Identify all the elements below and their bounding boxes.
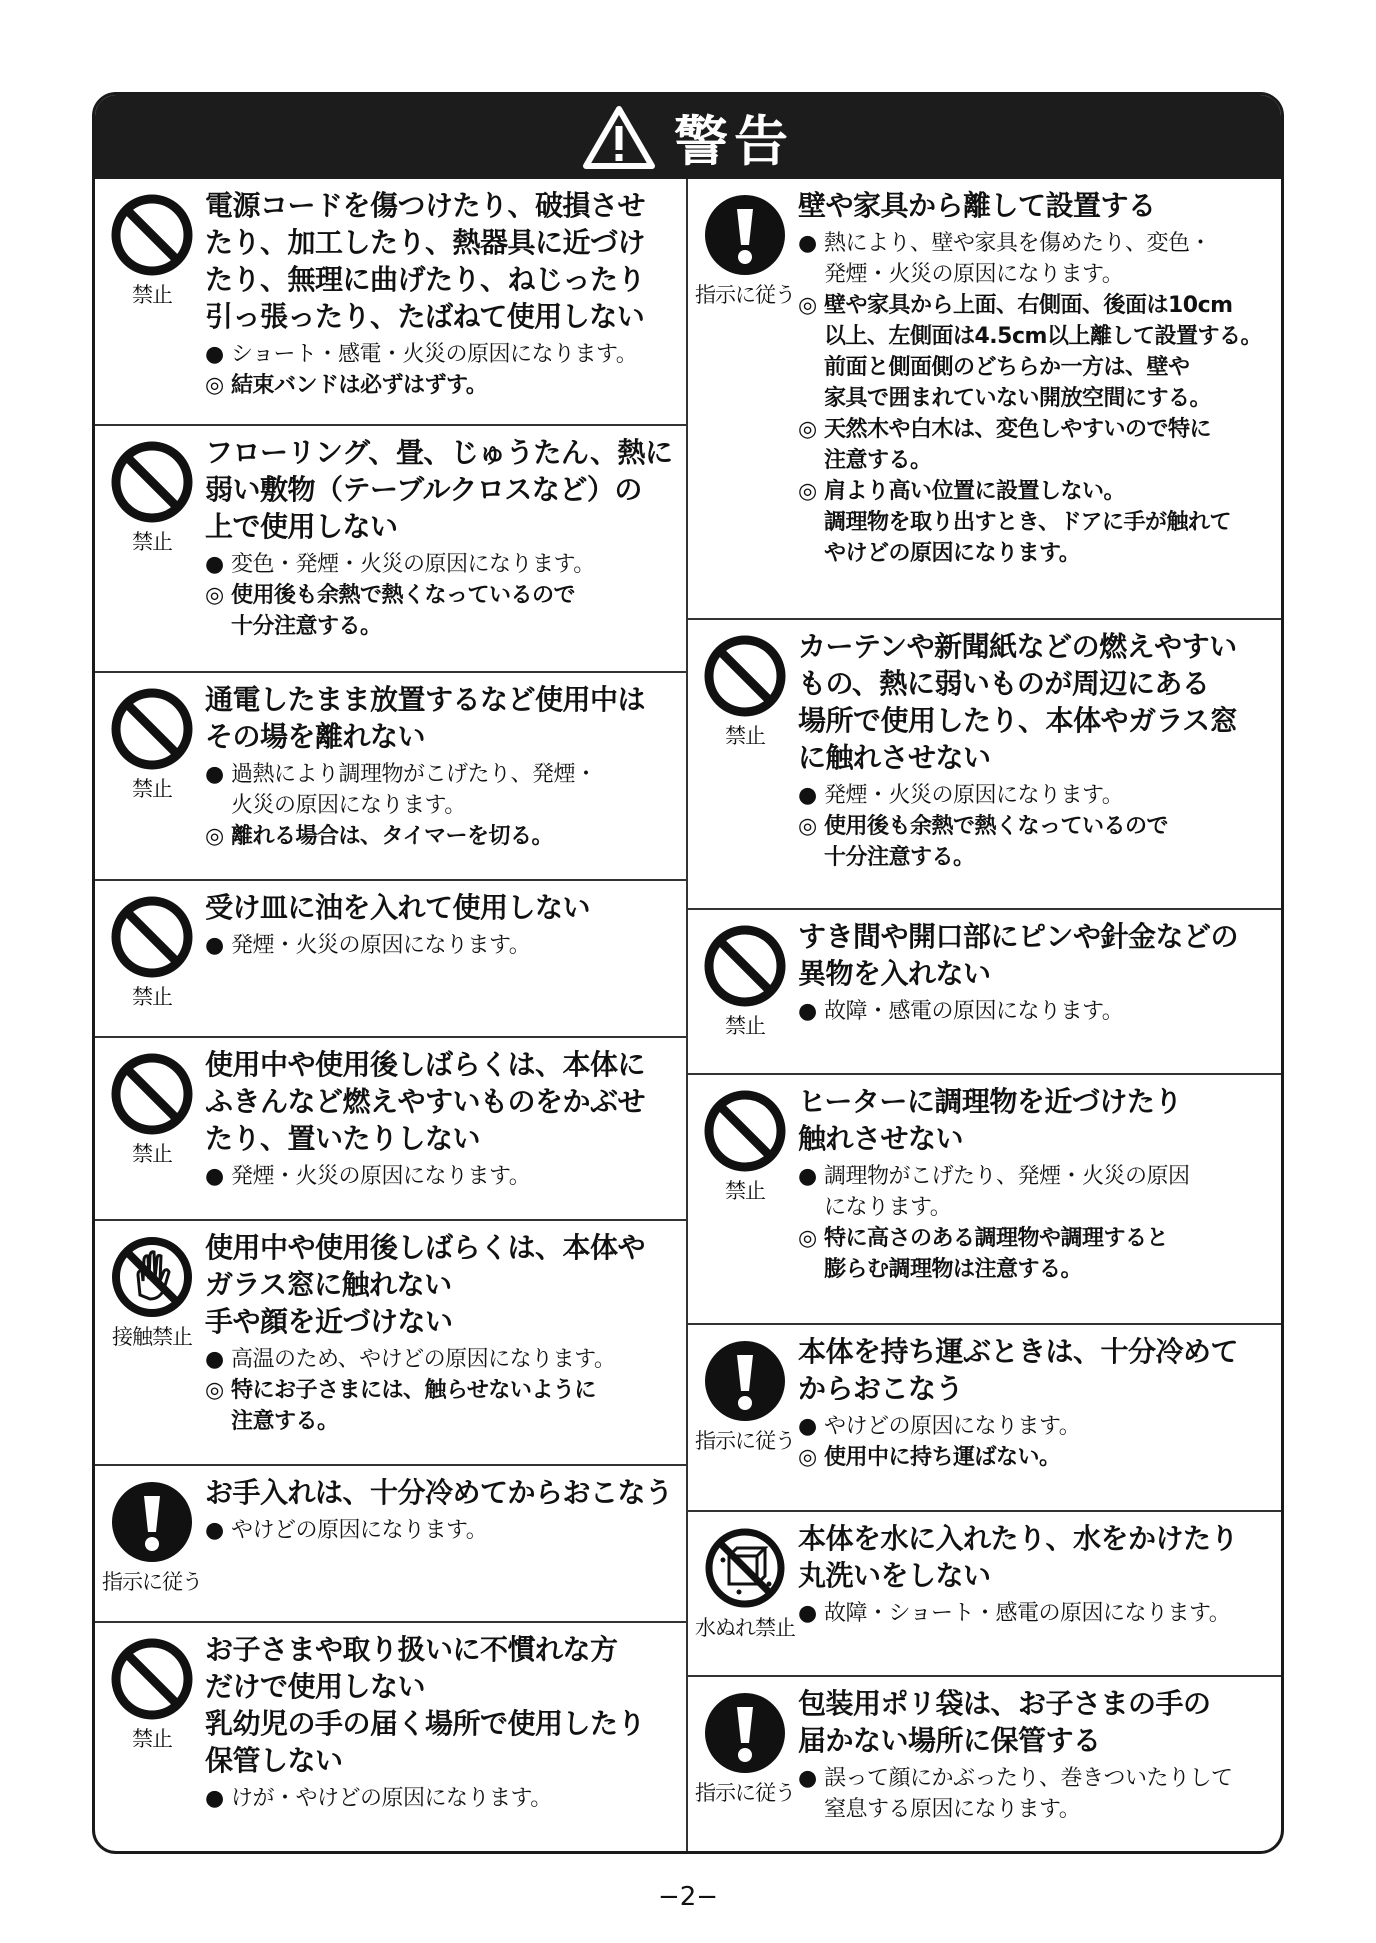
symbol-label: 禁止 [725,1179,765,1203]
note-line: 過熱により調理物がこげたり、発煙・ [231,762,597,787]
heading-line: 場所で使用したり、本体やガラス窓 [798,704,1238,737]
prohibition-icon [110,687,194,771]
bullet-mark: ● [798,1164,817,1189]
bullet-mark: ● [205,1347,224,1372]
bullet-mark: ◎ [798,479,817,504]
note-line: 注意する。 [231,1409,339,1434]
heading-line: 本体を水に入れたり、水をかけたり [798,1522,1239,1555]
bullet-mark: ◎ [798,417,817,442]
warning-item [688,179,1281,620]
warning-heading [798,1083,1275,1157]
prohibition-icon [703,924,787,1008]
instruction-note [798,1442,1275,1473]
cause-note [205,1344,680,1375]
symbol-label: 禁止 [725,1014,765,1038]
bullet-mark: ◎ [798,1445,817,1470]
warning-heading [205,434,680,545]
warning-symbol [103,434,201,663]
heading-line: 受け皿に油を入れて使用しない [205,891,591,924]
note-line: 発煙・火災の原因になります。 [231,933,531,958]
warning-item [95,1466,686,1623]
instruction-icon [703,193,787,277]
warning-item [95,1623,686,1851]
cause-note [205,549,680,580]
warning-heading [205,187,680,335]
heading-line: たり、置いたりしない [205,1122,481,1155]
symbol-label: 禁止 [132,777,172,801]
symbol-label: 指示に従う [695,1429,795,1453]
note-line: やけどの原因になります。 [231,1518,488,1543]
warning-item [95,426,686,673]
warning-symbol [696,628,794,900]
prohibition-icon [703,634,787,718]
note-line: 家具で囲まれていない開放空間にする。 [824,386,1212,411]
note-line: 結束バンドは必ずはずす。 [231,373,488,398]
instruction-note [205,370,680,401]
heading-line: に触れさせない [798,741,991,774]
heading-line: ヒーターに調理物を近づけたり [798,1085,1182,1118]
heading-line: 手や顔を近づけない [205,1305,453,1338]
warning-item [688,1677,1281,1851]
note-line: 注意する。 [824,448,932,473]
instruction-icon [110,1480,194,1564]
cause-note [205,339,680,370]
warning-header [95,95,1281,179]
bullet-mark: ◎ [798,1226,817,1251]
instruction-note [205,821,680,852]
warning-item [95,881,686,1038]
warning-symbol [103,681,201,871]
warning-heading [205,1631,680,1779]
heading-line: 触れさせない [798,1122,964,1155]
note-line: 火災の原因になります。 [231,793,466,818]
bullet-mark: ● [205,1518,224,1543]
heading-line: 壁や家具から離して設置する [798,189,1156,222]
prohibition-icon [110,440,194,524]
warning-panel [92,92,1284,1854]
bullet-mark: ◎ [798,814,817,839]
bullet-mark: ● [205,552,224,577]
warning-symbol [103,1474,201,1613]
no-touch-icon [110,1235,194,1319]
bullet-mark: ● [798,999,817,1024]
warning-item [688,1075,1281,1325]
cause-note [798,1598,1275,1629]
note-line: 特に高さのある調理物や調理すると [824,1226,1169,1251]
symbol-label: 指示に従う [695,1781,795,1805]
note-line: 故障・ショート・感電の原因になります。 [824,1601,1231,1626]
warning-symbol [103,889,201,1028]
note-line: 使用後も余熱で熱くなっているので [824,814,1169,839]
heading-line: たり、加工したり、熱器具に近づけ [205,226,646,259]
note-line: 前面と側面側のどちらか一方は、壁や [824,355,1190,380]
note-line: 誤って顔にかぶったり、巻きついたりして [824,1766,1233,1791]
heading-line: 丸洗いをしない [798,1559,991,1592]
symbol-label: 接触禁止 [112,1325,192,1349]
heading-line: すき間や開口部にピンや針金などの [798,920,1239,953]
prohibition-icon [110,1637,194,1721]
cause-note [205,1515,680,1546]
instruction-icon [703,1339,787,1423]
warning-heading [798,1520,1275,1594]
note-line: 特にお子さまには、触らせないように [231,1378,596,1403]
warning-item [688,620,1281,910]
note-line: 高温のため、やけどの原因になります。 [231,1347,616,1372]
bullet-mark: ● [205,1786,224,1811]
heading-line: カーテンや新聞紙などの燃えやすい [798,630,1237,663]
heading-line: ガラス窓に触れない [205,1268,452,1301]
no-water-icon [703,1526,787,1610]
instruction-note [798,1223,1275,1285]
heading-line: 本体を持ち運ぶときは、十分冷めて [798,1335,1239,1368]
note-line: やけどの原因になります。 [824,1414,1081,1439]
prohibition-icon [110,895,194,979]
heading-line: からおこなう [798,1372,964,1405]
bullet-mark: ● [798,231,817,256]
bullet-mark: ● [205,1164,224,1189]
warning-heading [798,1685,1275,1759]
warning-title: 警告 [674,109,794,173]
note-line: 使用中に持ち運ばない。 [824,1445,1061,1470]
heading-line: 通電したまま放置するなど使用中は [205,683,646,716]
cause-note [205,1783,680,1814]
symbol-label: 指示に従う [102,1570,202,1594]
bullet-mark: ● [798,783,817,808]
heading-line: 使用中や使用後しばらくは、本体や [205,1231,646,1264]
heading-line: 電源コードを傷つけたり、破損させ [205,189,646,222]
bullet-mark: ● [205,933,224,958]
warning-symbol [696,918,794,1065]
warning-item [95,673,686,881]
note-line: 熱により、壁や家具を傷めたり、変色・ [824,231,1212,256]
warning-heading [205,1046,680,1157]
prohibition-icon [110,1052,194,1136]
instruction-note [798,811,1275,873]
warning-heading [205,681,680,755]
note-line: 発煙・火災の原因になります。 [231,1164,531,1189]
symbol-label: 禁止 [132,530,172,554]
cause-note [798,1763,1275,1825]
warning-triangle-icon [582,104,656,170]
warning-symbol [696,187,794,610]
right-column [688,179,1281,1851]
note-line: 変色・発煙・火災の原因になります。 [231,552,595,577]
prohibition-icon [703,1089,787,1173]
instruction-note [798,414,1275,476]
heading-line: 引っ張ったり、たばねて使用しない [205,300,645,333]
note-line: 調理物を取り出すとき、ドアに手が触れて [824,510,1231,535]
heading-line: ふきんなど燃えやすいものをかぶせ [205,1085,646,1118]
note-line: 天然木や白木は、変色しやすいので特に [824,417,1212,442]
cause-note [798,1161,1275,1223]
warning-heading [798,187,1275,224]
cause-note [798,228,1275,290]
cause-note [798,780,1275,811]
note-line: 発煙・火災の原因になります。 [824,262,1124,287]
warning-heading [798,1333,1275,1407]
heading-line: 乳幼児の手の届く場所で使用したり [205,1707,646,1740]
warning-symbol [696,1083,794,1315]
bullet-mark: ● [205,342,224,367]
warning-item [688,910,1281,1075]
warning-symbol [103,1046,201,1211]
note-line: 肩より高い位置に設置しない。 [824,479,1126,504]
bullet-mark: ● [205,762,224,787]
cause-note [798,996,1275,1027]
warning-symbol [103,1631,201,1843]
note-line: 壁や家具から上面、右側面、後面は10cm [824,293,1233,318]
prohibition-icon [110,193,194,277]
heading-line: たり、無理に曲げたり、ねじったり [205,263,646,296]
bullet-mark: ● [798,1601,817,1626]
note-line: けが・やけどの原因になります。 [231,1786,552,1811]
note-line: 発煙・火災の原因になります。 [824,783,1124,808]
warning-item [688,1325,1281,1512]
page-number: −2− [657,1882,719,1912]
instruction-icon [703,1691,787,1775]
left-column [95,179,688,1851]
warning-symbol [103,187,201,416]
cause-note [205,1161,680,1192]
warning-item [95,179,686,426]
heading-line: だけで使用しない [205,1670,426,1703]
symbol-label: 禁止 [132,283,172,307]
heading-line: 届かない場所に保管する [798,1724,1101,1757]
warning-symbol [696,1333,794,1502]
heading-line: 包装用ポリ袋は、お子さまの手の [798,1687,1211,1720]
heading-line: 異物を入れない [798,957,991,990]
heading-line: 保管しない [205,1744,343,1777]
warning-item [688,1512,1281,1677]
symbol-label: 禁止 [132,1727,172,1751]
note-line: ショート・感電・火災の原因になります。 [231,342,638,367]
warning-heading [205,1229,680,1340]
symbol-label: 指示に従う [695,283,795,307]
note-line: になります。 [824,1195,952,1220]
bullet-mark: ● [798,1766,817,1791]
heading-line: お手入れは、十分冷めてからおこなう [205,1476,673,1509]
note-line: 窒息する原因になります。 [824,1797,1081,1822]
instruction-note [205,1375,680,1437]
note-line: やけどの原因になります。 [824,541,1081,566]
heading-line: お子さまや取り扱いに不慣れな方 [205,1633,618,1666]
heading-line: フローリング、畳、じゅうたん、熱に [205,436,673,469]
heading-line: 上で使用しない [205,510,398,543]
note-line: 離れる場合は、タイマーを切る。 [231,824,554,849]
note-line: 以上、左側面は4.5cm以上離して設置する。 [824,324,1262,349]
heading-line: 弱い敷物（テーブルクロスなど）の [205,473,642,506]
instruction-note [798,476,1275,569]
warning-heading [205,889,680,926]
warning-symbol [103,1229,201,1456]
note-line: 十分注意する。 [231,614,382,639]
cause-note [205,930,680,961]
note-line: 調理物がこげたり、発煙・火災の原因 [824,1164,1190,1189]
bullet-mark: ◎ [205,583,224,608]
warning-heading [798,918,1275,992]
symbol-label: 水ぬれ禁止 [695,1616,795,1640]
instruction-note [205,580,680,642]
bullet-mark: ◎ [205,373,224,398]
symbol-label: 禁止 [132,985,172,1009]
cause-note [205,759,680,821]
note-line: 故障・感電の原因になります。 [824,999,1124,1024]
warning-item [95,1038,686,1221]
note-line: 使用後も余熱で熱くなっているので [231,583,576,608]
heading-line: 使用中や使用後しばらくは、本体に [205,1048,646,1081]
instruction-note [798,290,1275,414]
warning-heading [205,1474,680,1511]
warning-symbol [696,1685,794,1843]
bullet-mark: ◎ [205,824,224,849]
note-line: 膨らむ調理物は注意する。 [824,1257,1083,1282]
heading-line: もの、熱に弱いものが周辺にある [798,667,1210,700]
bullet-mark: ◎ [205,1378,224,1403]
symbol-label: 禁止 [725,724,765,748]
warning-heading [798,628,1275,776]
warning-symbol [696,1520,794,1667]
bullet-mark: ◎ [798,293,817,318]
bullet-mark: ● [798,1414,817,1439]
warning-item [95,1221,686,1466]
heading-line: その場を離れない [205,720,426,753]
note-line: 十分注意する。 [824,845,975,870]
cause-note [798,1411,1275,1442]
symbol-label: 禁止 [132,1142,172,1166]
